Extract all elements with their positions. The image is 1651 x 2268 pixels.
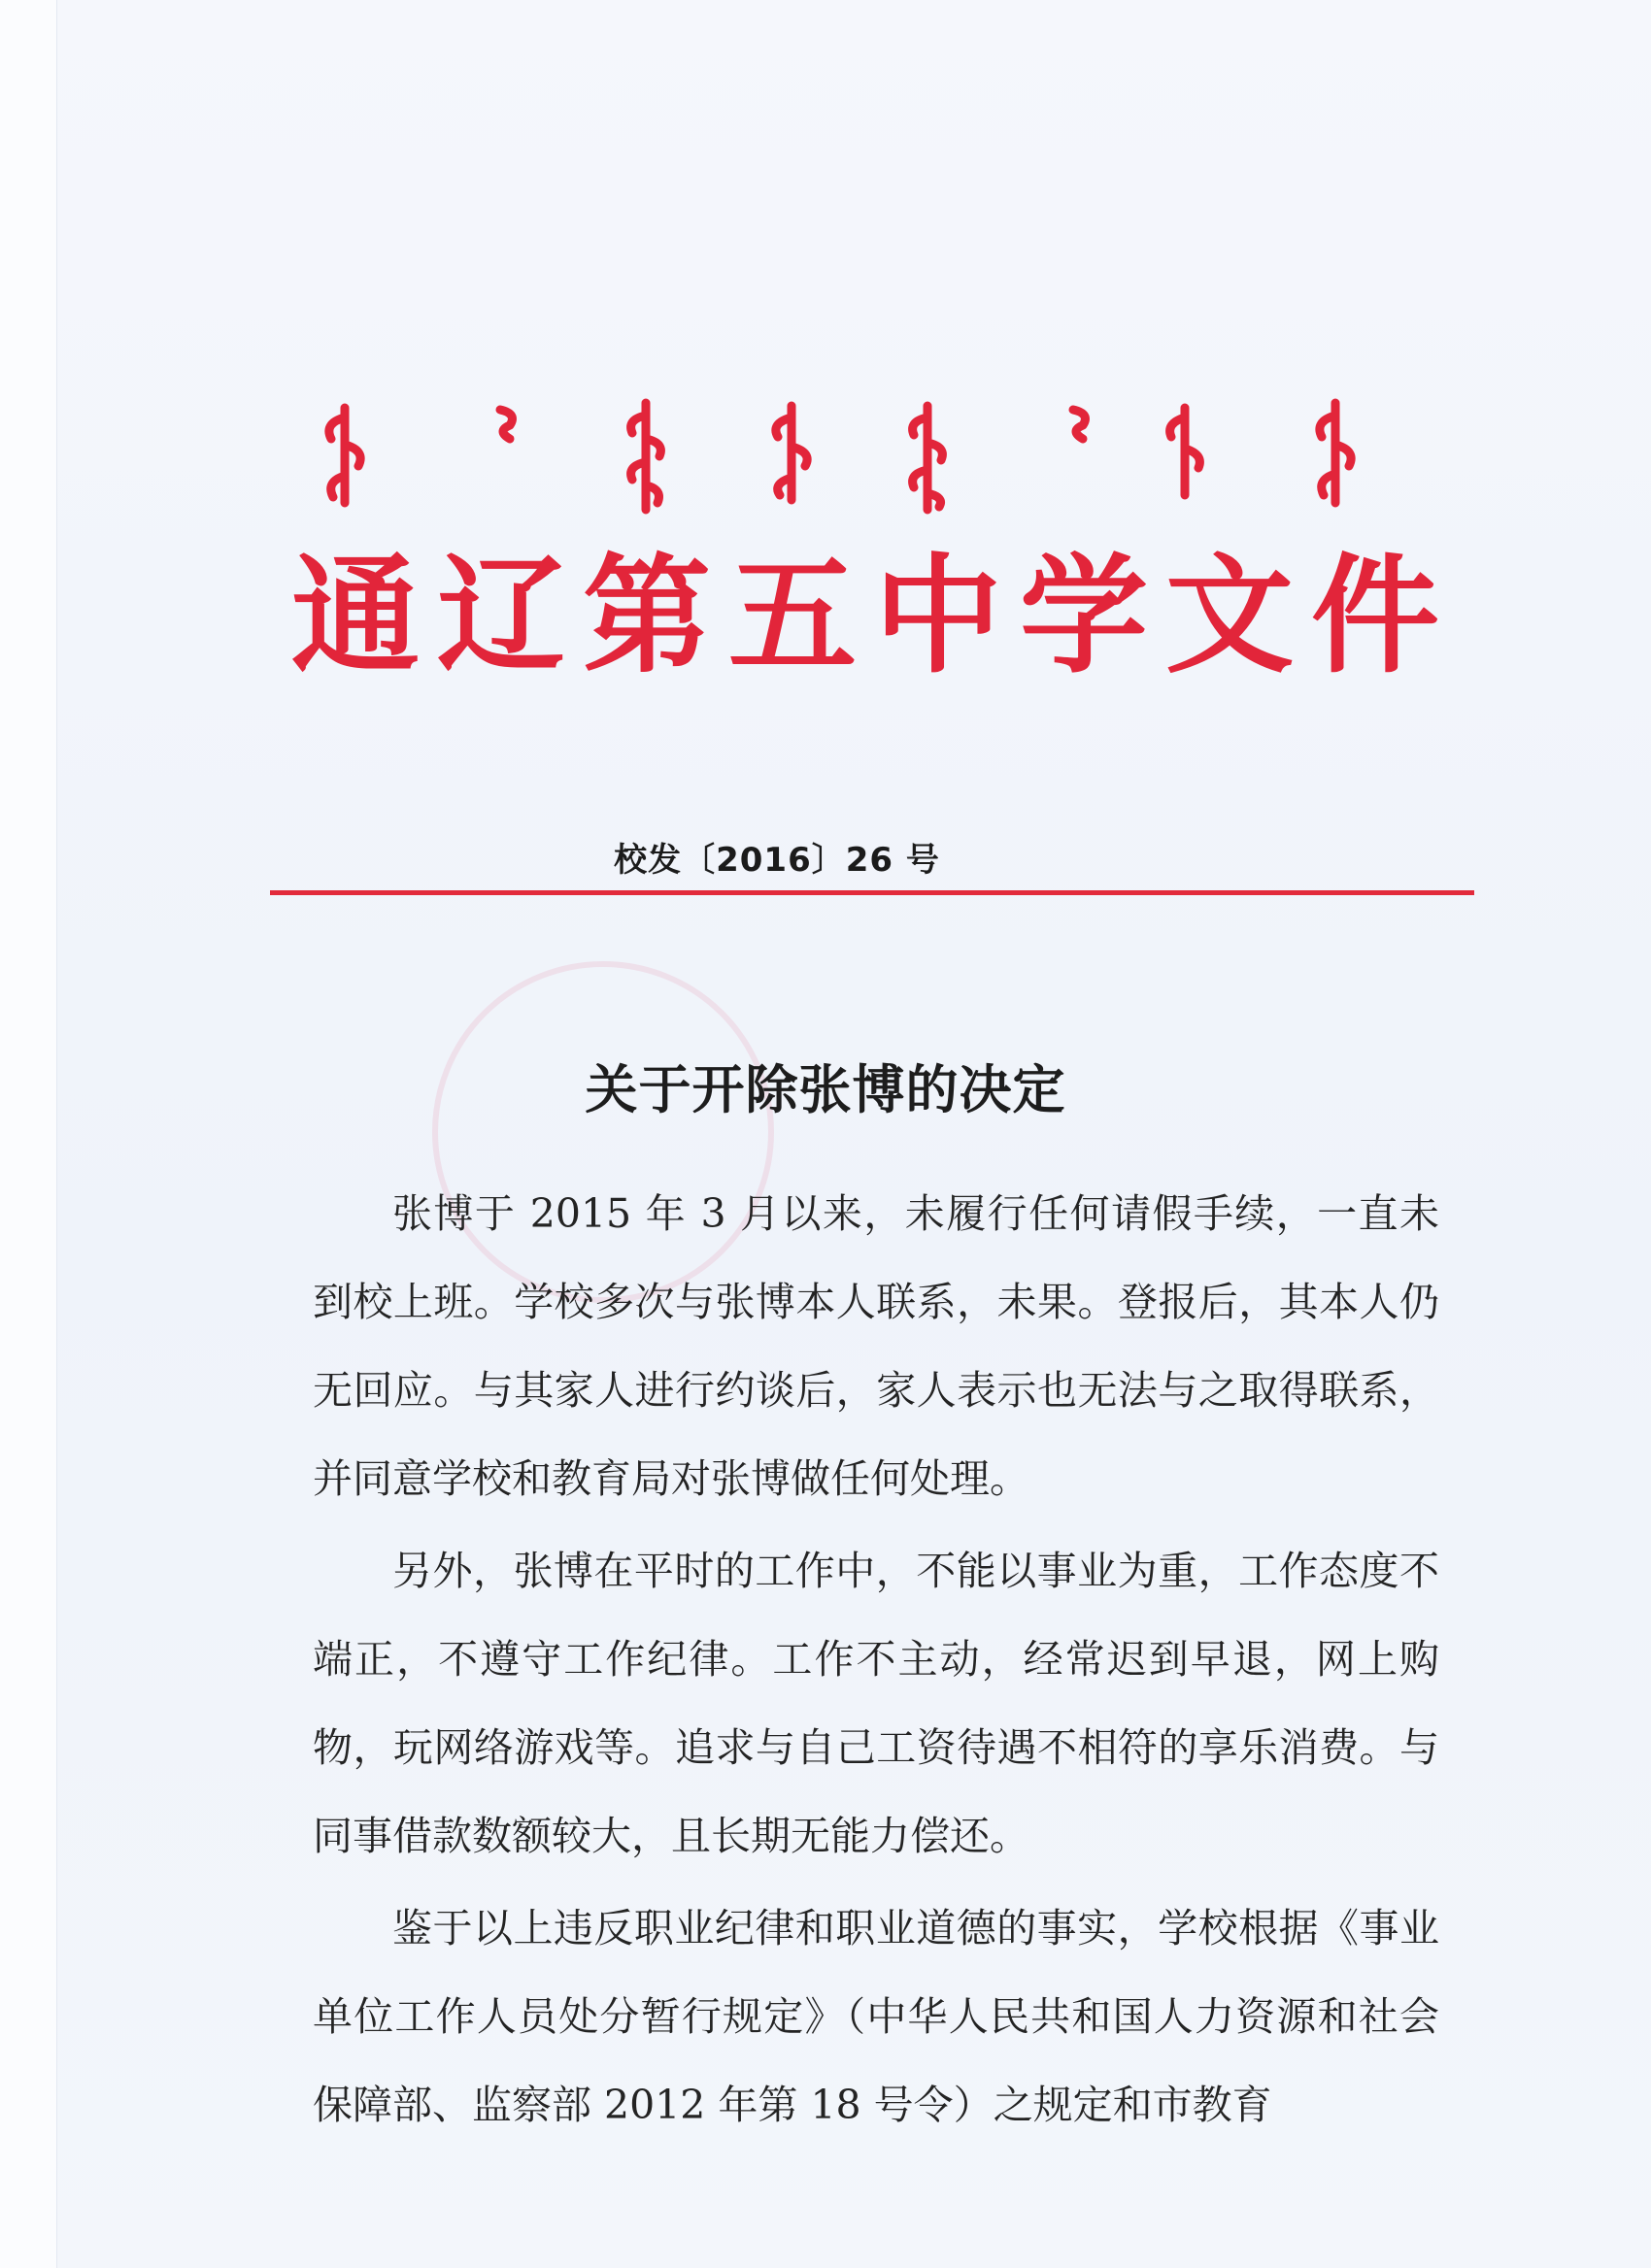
- body-paragraph-1: 张博于 2015 年 3 月以来，未履行任何请假手续，一直未到校上班。学校多次与张博本人联系，未果。登报后，其本人仍无回应。与其家人进行约谈后，家人表示也无法与之取得联系，并同意学校和教育局对张博做任何处理。: [313, 1190, 1439, 1502]
- document-header-title: 通辽第五中学文件: [291, 541, 1457, 691]
- mongolian-script-icon: [306, 388, 1403, 515]
- body-paragraph-3: 鉴于以上违反职业纪律和职业道德的事实，学校根据《事业单位工作人员处分暂行规定》（中华人民共和国人力资源和社会保障部、监察部 2012 年第 18 号令）之规定和市教育: [313, 1905, 1439, 2128]
- header-divider: [270, 890, 1474, 895]
- document-body: [313, 1170, 1439, 2153]
- page-edge: [0, 0, 57, 2268]
- mongolian-script-header: [306, 388, 1403, 515]
- body-paragraph-2: 另外，张博在平时的工作中，不能以事业为重，工作态度不端正，不遵守工作纪律。工作不主动，经常迟到早退，网上购物，玩网络游戏等。追求与自己工资待遇不相符的享乐消费。与同事借款数额较大，且长期无能力偿还。: [313, 1548, 1439, 1859]
- document-title: 关于开除张博的决定: [585, 1058, 1066, 1120]
- document-number: 校发〔2016〕26 号: [614, 841, 940, 880]
